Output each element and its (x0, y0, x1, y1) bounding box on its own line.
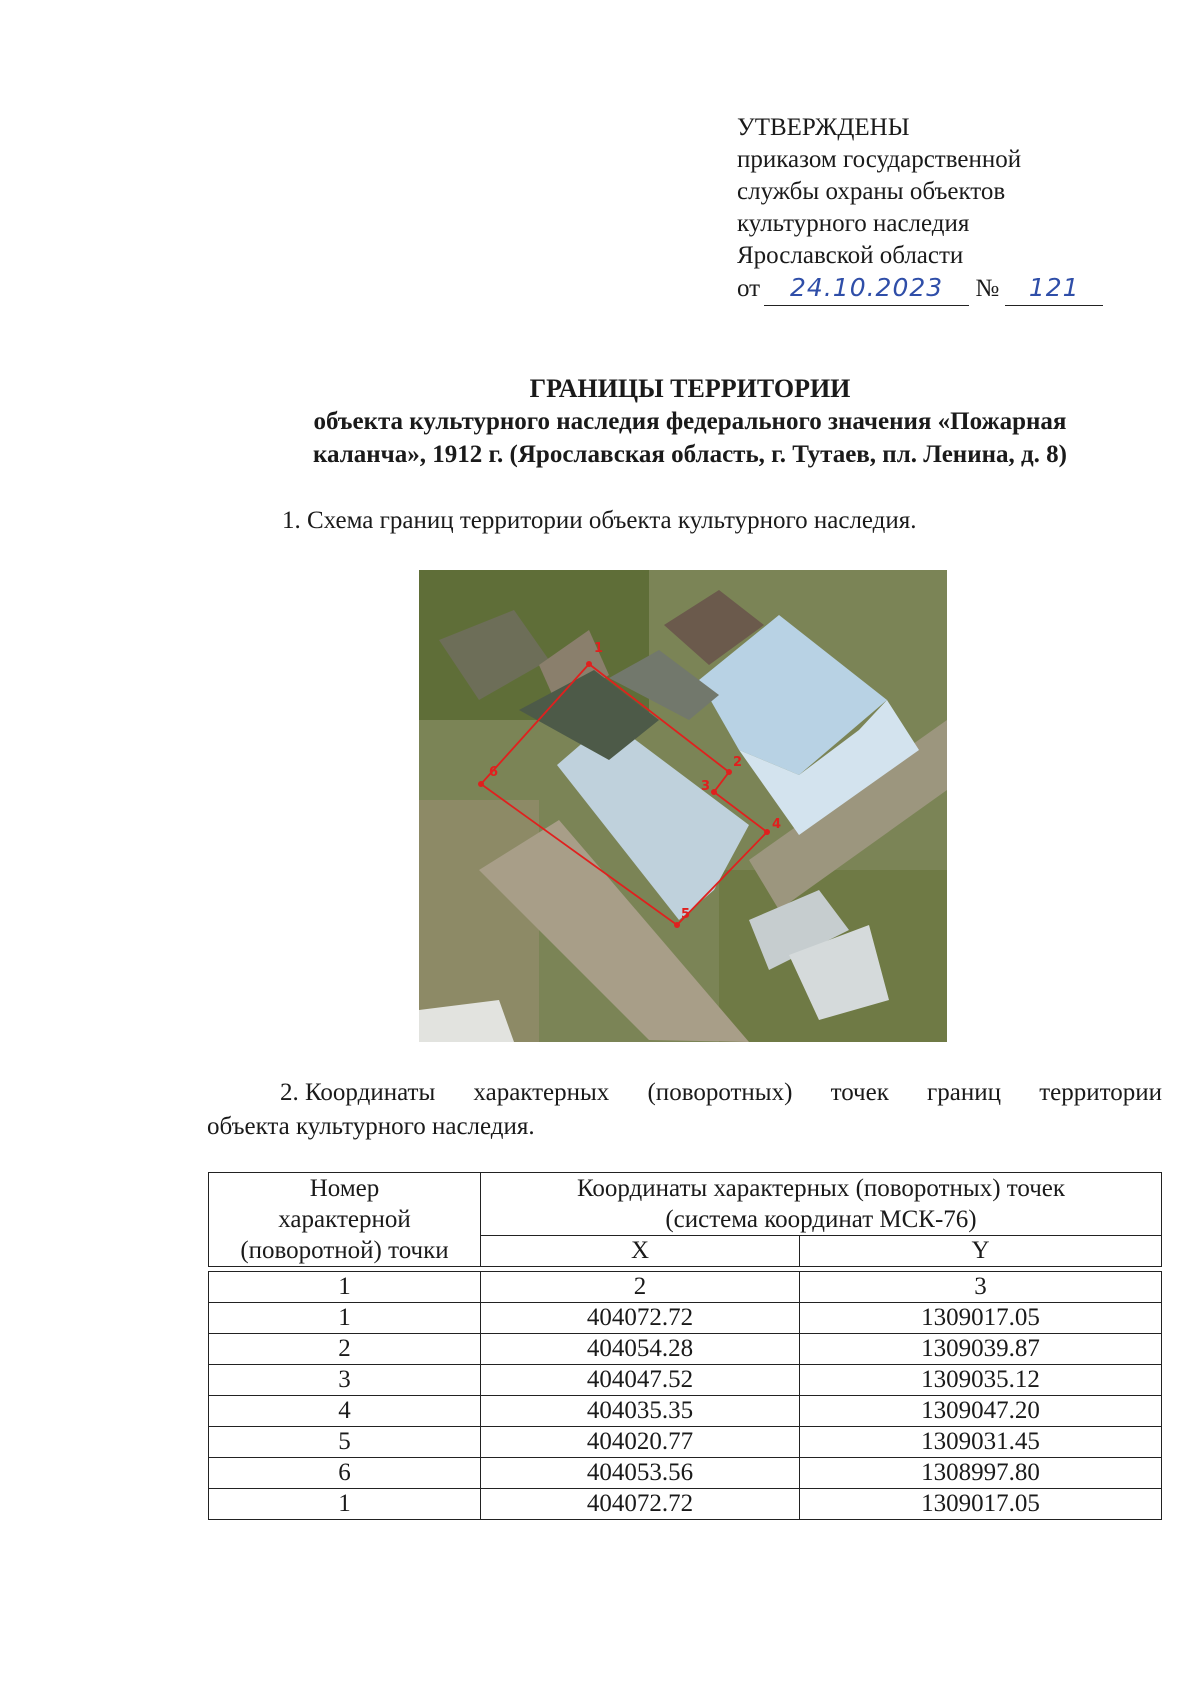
boundary-point (478, 781, 484, 787)
title-line: каланча», 1912 г. (Ярославская область, г. Тутаев, пл. Ленина, д. 8) (313, 441, 1067, 468)
approval-line: приказом государственной (737, 146, 1022, 173)
section-2-heading (207, 1076, 1162, 1144)
x-coordinate-cell: 404054.28 (481, 1334, 800, 1365)
table-row (209, 1365, 1162, 1396)
handwritten-number: 121 (1028, 273, 1080, 302)
point-label: 2 (733, 755, 743, 770)
section-1-heading: 1. Схема границ территории объекта культурного наследия. (282, 507, 917, 534)
column-number-row (209, 1272, 1162, 1303)
section-2-line-1 (207, 1076, 1162, 1110)
boundary-point (726, 769, 732, 775)
approval-line: Ярославской области (737, 242, 964, 269)
x-coordinate-cell: 404053.56 (481, 1458, 800, 1489)
word: 2. Координаты (280, 1079, 436, 1106)
aerial-photo (419, 570, 947, 1042)
approval-line: культурного наследия (737, 210, 970, 237)
header-y: Y (800, 1236, 1162, 1267)
approval-heading: УТВЕРЖДЕНЫ (737, 114, 910, 141)
point-number-cell: 5 (209, 1427, 481, 1458)
handwritten-date: 24.10.2023 (790, 273, 944, 302)
x-coordinate-cell: 404020.77 (481, 1427, 800, 1458)
word: границ (927, 1079, 1002, 1106)
point-number-cell: 6 (209, 1458, 481, 1489)
column-number: 3 (800, 1272, 1162, 1303)
x-coordinate-cell: 404047.52 (481, 1365, 800, 1396)
boundary-point (764, 829, 770, 835)
table-row (209, 1303, 1162, 1334)
document-title (210, 372, 1170, 471)
date-field (764, 272, 969, 306)
y-coordinate-cell: 1309017.05 (800, 1489, 1162, 1520)
word: характерных (473, 1079, 610, 1106)
point-label: 6 (489, 765, 499, 780)
word: точек (830, 1079, 889, 1106)
point-label: 3 (701, 779, 711, 794)
x-coordinate-cell: 404072.72 (481, 1303, 800, 1334)
table-row (209, 1334, 1162, 1365)
approval-block (737, 112, 1117, 306)
approval-date-line (737, 272, 1117, 306)
point-number-cell: 1 (209, 1489, 481, 1520)
y-coordinate-cell: 1309017.05 (800, 1303, 1162, 1334)
title-main: ГРАНИЦЫ ТЕРРИТОРИИ (529, 374, 851, 403)
point-number-cell: 1 (209, 1303, 481, 1334)
number-sign: № (975, 275, 1000, 302)
coordinates-table (208, 1172, 1162, 1520)
column-number: 1 (209, 1272, 481, 1303)
point-number-cell: 2 (209, 1334, 481, 1365)
title-line: объекта культурного наследия федерального значения «Пожарная (313, 408, 1067, 435)
approval-line: службы охраны объектов (737, 178, 1006, 205)
word: территории (1039, 1079, 1162, 1106)
header-point-number: Номер характерной (поворотной) точки (209, 1173, 481, 1267)
table-row (209, 1489, 1162, 1520)
point-number-cell: 3 (209, 1365, 481, 1396)
word: (поворотных) (647, 1079, 793, 1106)
y-coordinate-cell: 1309035.12 (800, 1365, 1162, 1396)
boundary-scheme-map (419, 570, 947, 1042)
table-row (209, 1427, 1162, 1458)
y-coordinate-cell: 1308997.80 (800, 1458, 1162, 1489)
x-coordinate-cell: 404072.72 (481, 1489, 800, 1520)
y-coordinate-cell: 1309031.45 (800, 1427, 1162, 1458)
number-field (1005, 272, 1103, 306)
y-coordinate-cell: 1309039.87 (800, 1334, 1162, 1365)
table-row (209, 1396, 1162, 1427)
point-label: 1 (594, 641, 604, 656)
header-coordinates: Координаты характерных (поворотных) точек (система координат МСК-76) (481, 1173, 1162, 1236)
boundary-point (711, 789, 717, 795)
point-label: 5 (681, 907, 691, 922)
table-row (209, 1458, 1162, 1489)
date-prefix: от (737, 275, 761, 302)
y-coordinate-cell: 1309047.20 (800, 1396, 1162, 1427)
column-number: 2 (481, 1272, 800, 1303)
header-x: X (481, 1236, 800, 1267)
section-2-line-2: объекта культурного наследия. (207, 1113, 535, 1140)
boundary-point (586, 661, 592, 667)
point-label: 4 (772, 817, 782, 832)
boundary-point (674, 922, 680, 928)
x-coordinate-cell: 404035.35 (481, 1396, 800, 1427)
point-number-cell: 4 (209, 1396, 481, 1427)
